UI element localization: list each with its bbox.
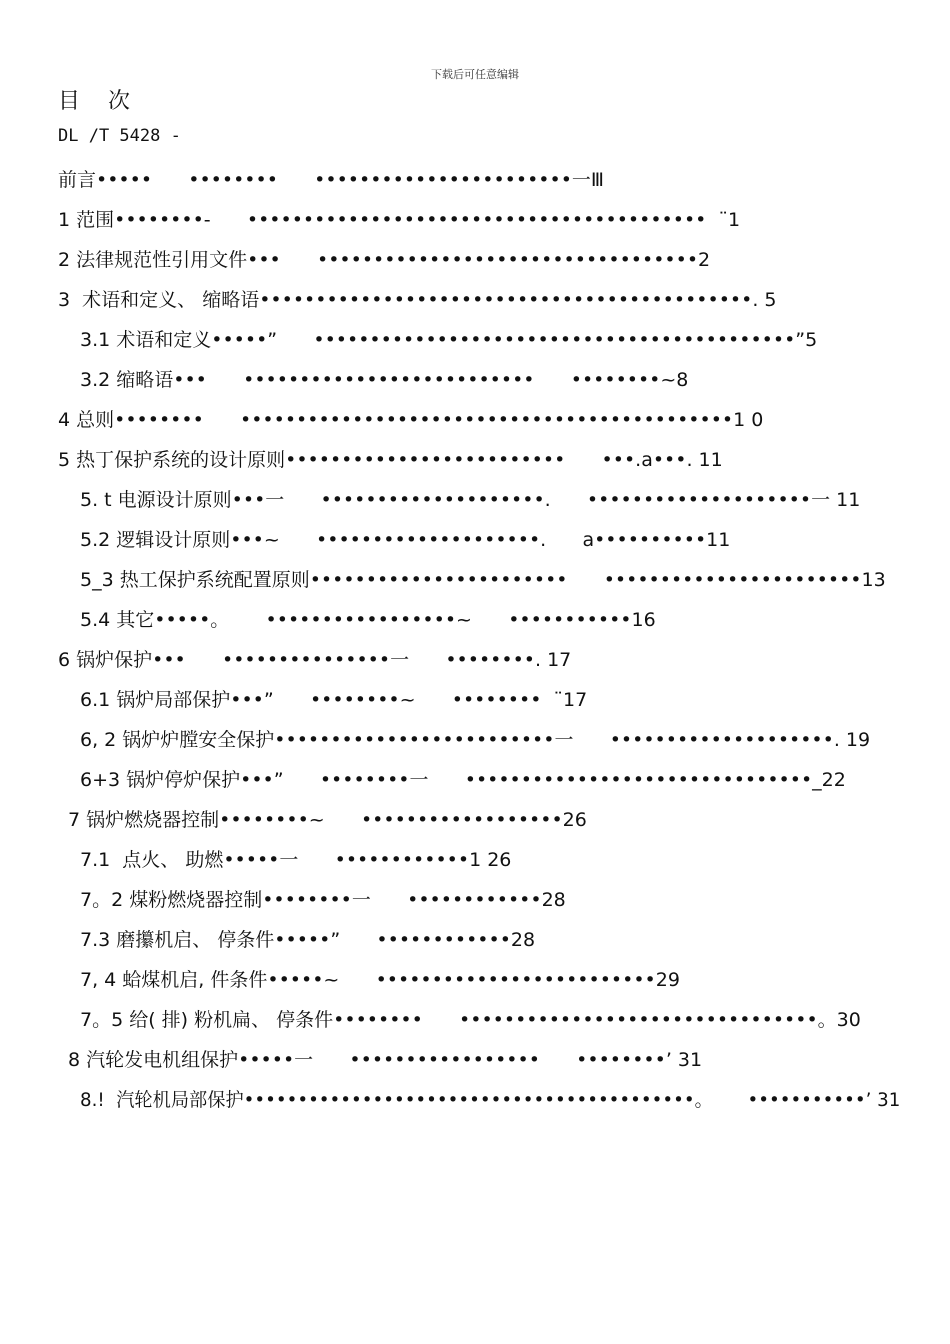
toc-entry-text: 7 锅炉燃烧器控制••••••••~ ••••••••••••••••••26 (68, 809, 587, 831)
toc-entry-7-1[interactable] (0, 840, 950, 880)
toc-entry-text: 3 术语和定义、 缩略语••••••••••••••••••••••••••••••••••••••••••••. 5 (58, 289, 777, 311)
toc-entry-text: 5.4 其它•••••。 •••••••••••••••••~ •••••••••••16 (80, 609, 656, 631)
toc-entry-5-4[interactable] (0, 600, 950, 640)
toc-entry-text: 3.2 缩略语••• •••••••••••••••••••••••••• ••••••••~8 (80, 369, 689, 391)
toc-entry-text: 5.2 逻辑设计原则•••~ ••••••••••••••••••••. a••••••••••11 (80, 529, 731, 551)
toc-entry-text: 6.1 锅炉局部保护•••” ••••••••~ •••••••• ¨17 (80, 689, 588, 711)
toc-entry-text: 5 热丁保护系统的设计原则••••••••••••••••••••••••• •••.a•••. 11 (58, 449, 723, 471)
toc-entry-2[interactable] (0, 240, 950, 280)
toc-entry-text: 6+3 锅炉停炉保护•••” ••••••••一 •••••••••••••••••••••••••••••••_22 (80, 769, 846, 791)
toc-entry-preface[interactable] (0, 160, 950, 200)
toc-entry-text: 7.3 磨攥机启、 停条件•••••” ••••••••••••28 (80, 929, 536, 951)
document-code: DL /T 5428 - (58, 126, 181, 146)
toc-entry-text: 7。2 煤粉燃烧器控制••••••••一 ••••••••••••28 (80, 889, 566, 911)
toc-entry-3[interactable] (0, 280, 950, 320)
toc-entry-6-2[interactable] (0, 720, 950, 760)
toc-entry-5[interactable] (0, 440, 950, 480)
toc-entry-1[interactable] (0, 200, 950, 240)
header-note: 下载后可任意编辑 (431, 68, 519, 81)
toc-entry-3-1[interactable] (0, 320, 950, 360)
toc-entry-text: 5. t 电源设计原则•••一 ••••••••••••••••••••. ••••••••••••••••••••一 11 (80, 489, 861, 511)
toc-entry-7-4[interactable] (0, 960, 950, 1000)
toc-entry-text: 前言••••• •••••••• •••••••••••••••••••••••一Ⅲ (58, 169, 605, 191)
toc-entry-text: 3.1 术语和定义•••••” •••••••••••••••••••••••••••••••••••••••••••”5 (80, 329, 818, 351)
toc-entry-text: 7。5 给( 排) 粉机扁、 停条件•••••••• ••••••••••••••••••••••••••••••••。30 (80, 1009, 861, 1031)
toc-entry-6-3[interactable] (0, 760, 950, 800)
toc-title: 目 次 (58, 89, 130, 114)
toc-entry-text: 7.1 点火、 助燃•••••一 ••••••••••••1 26 (80, 849, 512, 871)
toc-entry-5-2[interactable] (0, 520, 950, 560)
toc-entry-text: 4 总则•••••••• ••••••••••••••••••••••••••••••••••••••••••••1 0 (58, 409, 764, 431)
toc-entry-text: 8.! 汽轮机局部保护••••••••••••••••••••••••••••••••••••••••••。 •••••••••••’ 31 (80, 1089, 901, 1111)
toc-entry-3-2[interactable] (0, 360, 950, 400)
toc-entry-5-1[interactable] (0, 480, 950, 520)
toc-entry-text: 8 汽轮发电机组保护•••••一 ••••••••••••••••• ••••••••’ 31 (68, 1049, 703, 1071)
toc-entry-6-1[interactable] (0, 680, 950, 720)
toc-entry-7-5[interactable] (0, 1000, 950, 1040)
toc-entry-text: 2 法律规范性引用文件••• ••••••••••••••••••••••••••••••••••2 (58, 249, 711, 271)
toc-entry-4[interactable] (0, 400, 950, 440)
toc-entry-text: 7, 4 蛤煤机启, 件条件•••••~ •••••••••••••••••••••••••29 (80, 969, 680, 991)
toc-entry-7-3[interactable] (0, 920, 950, 960)
toc-entry-text: 6 锅炉保护••• •••••••••••••••一 ••••••••. 17 (58, 649, 572, 671)
toc-entry-text: 1 范围••••••••- ••••••••••••••••••••••••••••••••••••••••• ¨1 (58, 209, 741, 231)
toc-entry-6[interactable] (0, 640, 950, 680)
toc-entry-7-2[interactable] (0, 880, 950, 920)
toc-entry-5-3[interactable] (0, 560, 950, 600)
toc-entry-7[interactable] (0, 800, 950, 840)
toc-entry-text: 5_3 热工保护系统配置原则••••••••••••••••••••••• •••••••••••••••••••••••13 (80, 569, 886, 591)
toc-entry-8[interactable] (0, 1040, 950, 1080)
toc-entry-8-1[interactable] (0, 1080, 950, 1120)
toc-entry-text: 6, 2 锅炉炉膛安全保护•••••••••••••••••••••••••一 ••••••••••••••••••••. 19 (80, 729, 871, 751)
